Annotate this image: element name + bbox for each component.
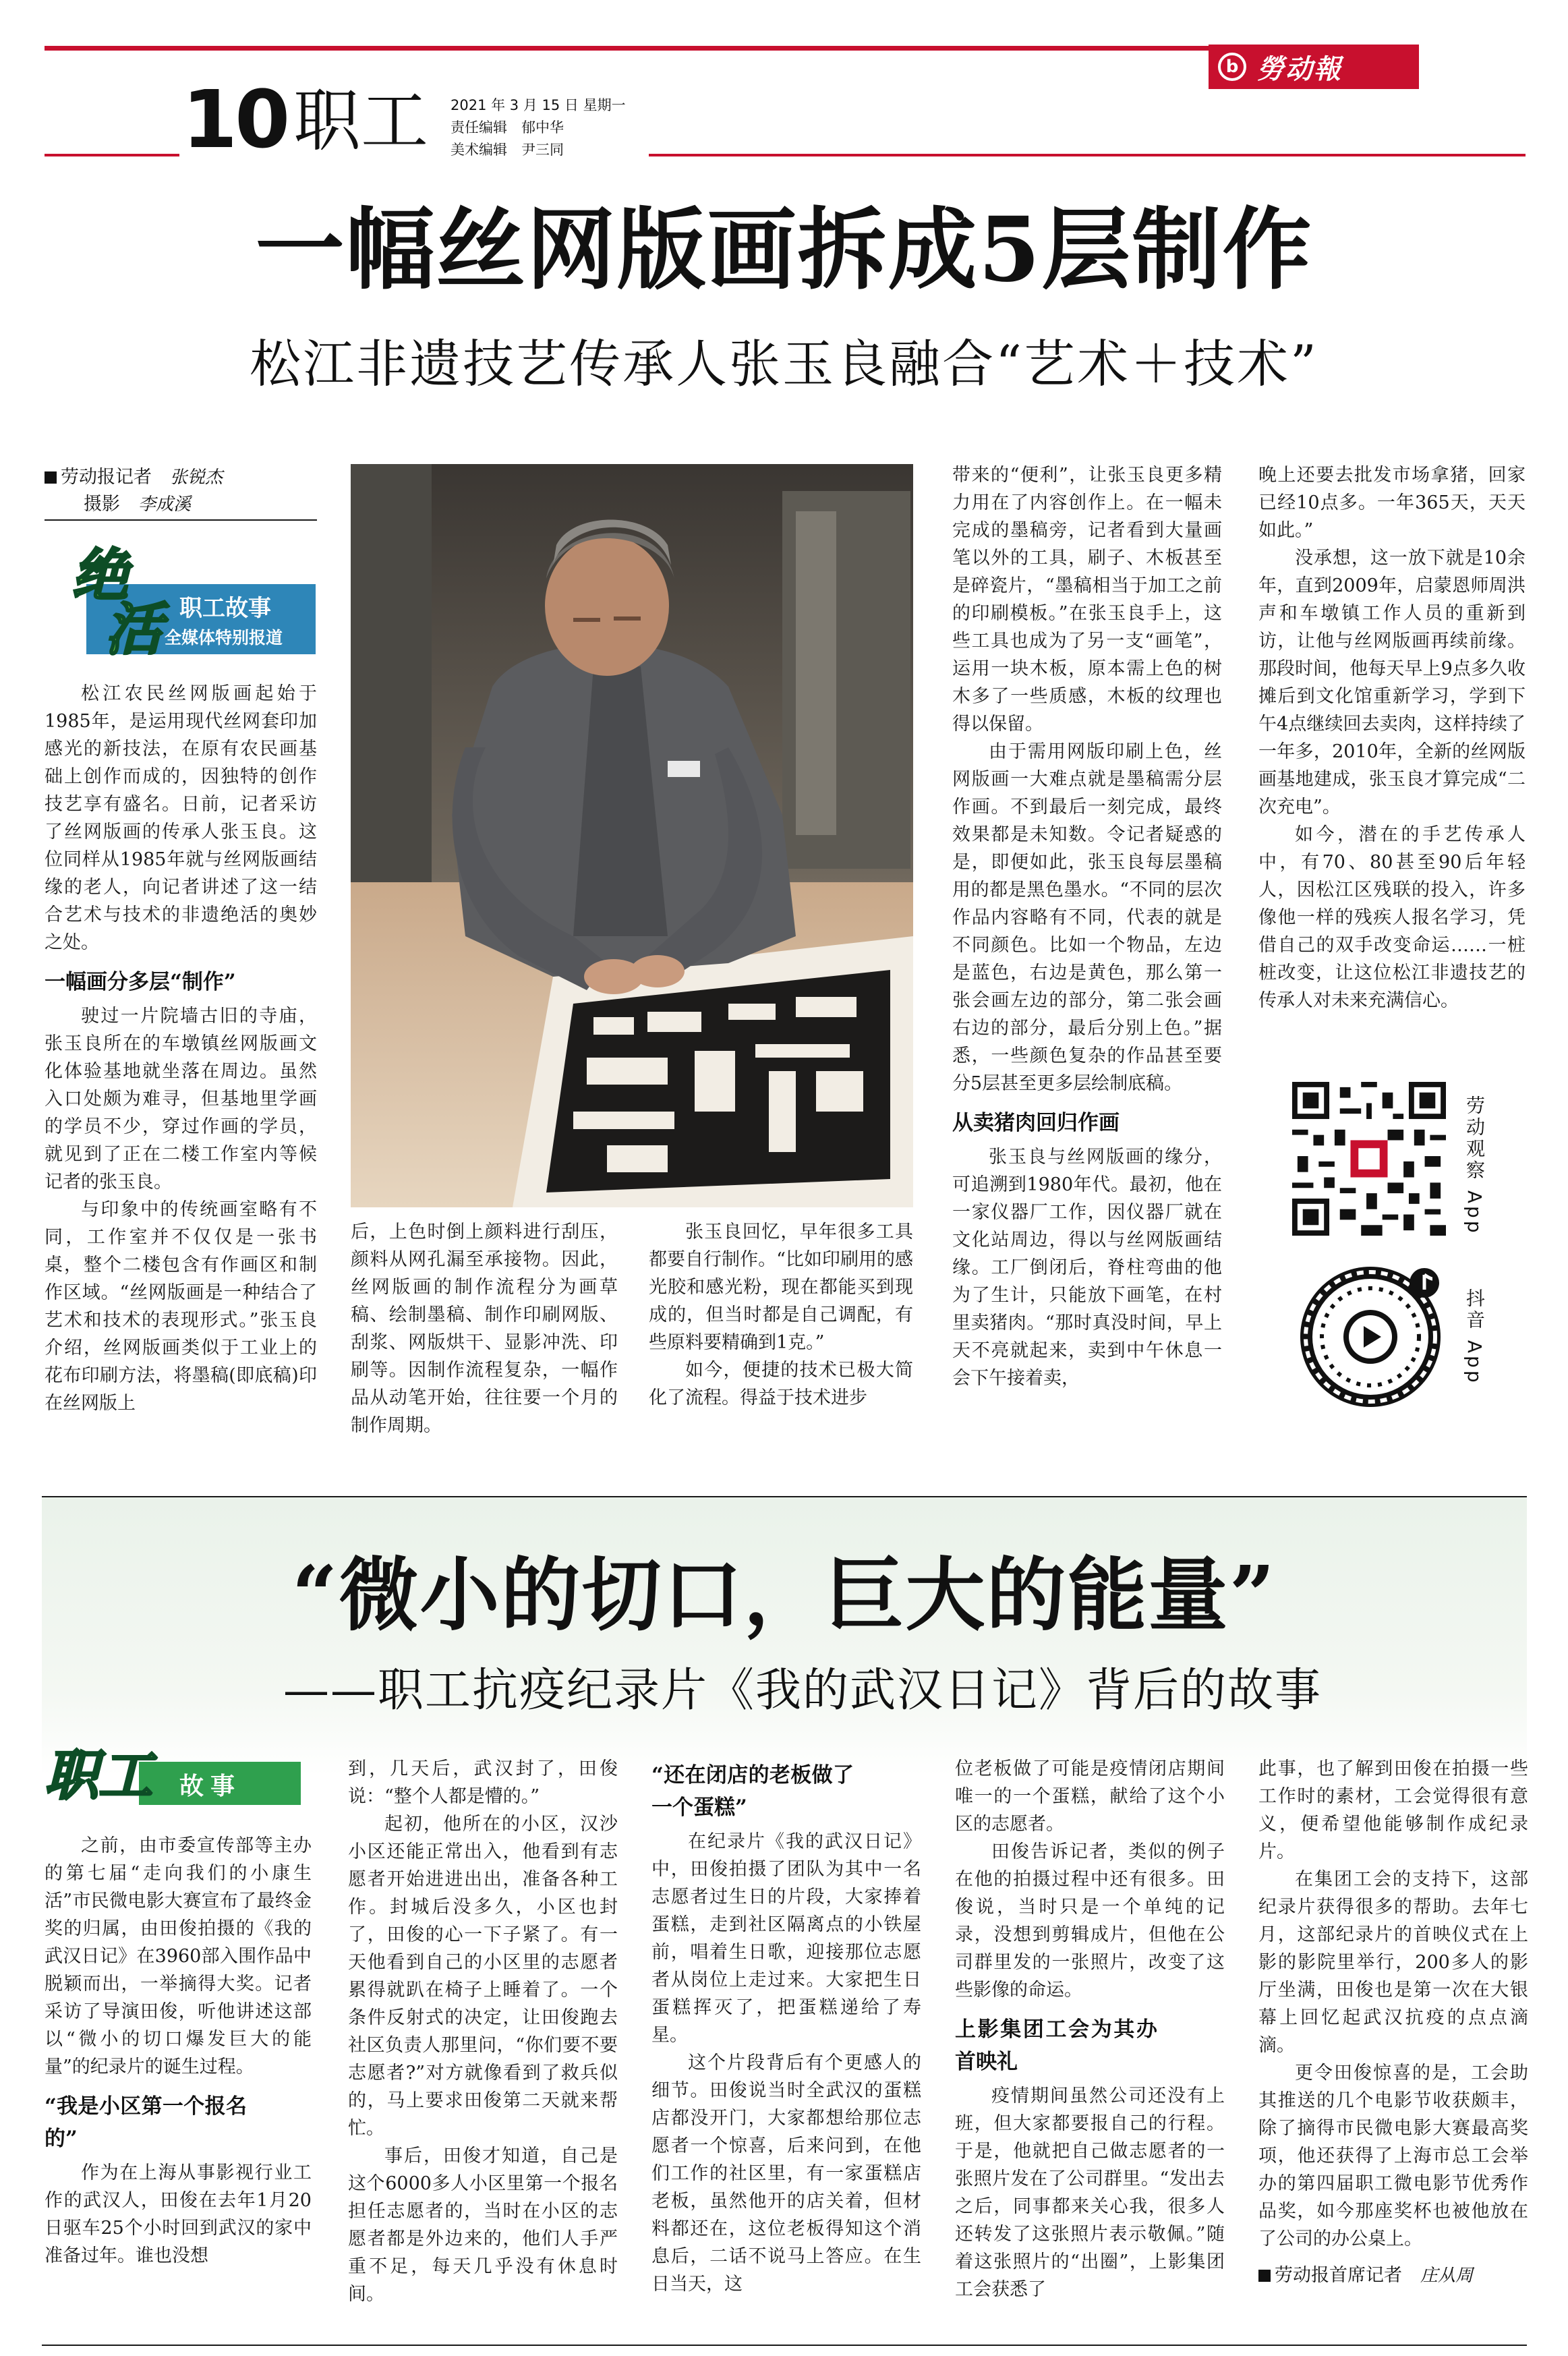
paragraph: 位老板做了可能是疫情闭店期间唯一的一个蛋糕，献给了这个小区的志愿者。 <box>955 1758 1225 1835</box>
byline-square-icon <box>1258 2270 1271 2282</box>
paragraph: 之前，由市委宣传部等主办的第七届“走向我们的小康生活”市民微电影大赛宣布了最终金奖的归属，由田俊拍摄的《我的武汉日记》在3960部入围作品中脱颖而出，一举摘得大奖。记者采访了导演田俊，听他讲述这部以“微小的切口爆发巨大的能量”的纪录片的诞生过程。 <box>45 1835 312 2077</box>
article2-badge <box>45 1744 301 1809</box>
paragraph: 张玉良与丝网版画的缘分，可追溯到1980年代。最初，他在一家仪器厂工作，因仪器厂就在文化站周边，得以与丝网版画结缘。工厂倒闭后，脊柱弯曲的他为了生计，只能放下画笔，在村里卖猪肉。“那时真没时间，早上天不亮就起来，卖到中午休息一会下午接着卖， <box>952 1147 1222 1389</box>
logo-text: 勞动報 <box>1257 53 1342 85</box>
article1-column-4 <box>952 461 1222 1392</box>
date-line: 2021 年 3 月 15 日 星期一 <box>451 97 626 113</box>
artist-photo <box>351 464 913 1207</box>
paragraph: 在集团工会的支持下，这部纪录片获得很多的帮助。去年七月，这部纪录片的首映仪式在上影的影院里举行，200多人的影厅坐满，田俊也是第一次在大银幕上回忆起武汉抗疫的点点滴滴。 <box>1258 1869 1528 2056</box>
paragraph: 没承想，这一放下就是10余年，直到2009年，启蒙恩师周洪声和车墩镇工作人员的重新到访，让他与丝网版画再续前缘。那段时间，他每天早上9点多久收摊后到文化馆重新学习，学到下午4点继续回去卖肉，这样持续了一年多，2010年，全新的丝网版画基地建成，张玉良才算完成“二次充电”。 <box>1258 548 1526 817</box>
badge-big-char-2: 活 <box>105 596 163 662</box>
page-bottom-rule <box>42 2345 1527 2346</box>
article1-column-2 <box>351 1218 618 1439</box>
douyin-qr-code[interactable] <box>1292 1259 1449 1415</box>
newspaper-logo <box>1209 45 1419 89</box>
douyin-code-icon <box>1292 1259 1449 1415</box>
feature-badge <box>45 530 317 662</box>
section-title: 职工 <box>293 82 428 161</box>
paragraph: 疫情期间虽然公司还没有上班，但大家都要报自己的行程。于是，他就把自己做志愿者的一张照片发在了公司群里。“发出去之后，同事都来关心我，很多人还转发了这张照片表示敬佩。”随着这张照片的“出圈”，上影集团工会获悉了 <box>955 2086 1225 2300</box>
article2-column-1 <box>45 1832 312 2270</box>
paragraph: 到，几天后，武汉封了，田俊说：“整个人都是懵的。” <box>348 1758 618 1807</box>
paragraph: 如今，便捷的技术已极大简化了流程。得益于技术进步 <box>649 1360 913 1408</box>
artist-at-work-image <box>351 464 913 1207</box>
article2-subtitle: ——职工抗疫纪录片《我的武汉日记》背后的故事 <box>283 1664 1323 1717</box>
logo-mark-icon: b <box>1218 53 1246 81</box>
paragraph: 张玉良回忆，早年很多工具都要自行制作。“比如印刷用的感光胶和感光粉，现在都能买到现成的，但当时都是自己调配，有些原料要精确到1克。” <box>649 1222 913 1353</box>
badge-title: 职工故事 <box>179 595 271 622</box>
paragraph: 田俊告诉记者，类似的例子在他的拍摄过程中还有很多。田俊说，当时只是一个单纯的记录，没想到剪辑成片，但他在公司群里发的一张照片，改变了这些影像的命运。 <box>955 1841 1225 2001</box>
header-left-rule <box>45 154 179 156</box>
article1-column-5 <box>1258 461 1526 1014</box>
article2-heading-2: “还在闭店的老板做了一个蛋糕” <box>651 1763 854 1820</box>
paragraph: 事后，田俊才知道，自己是这个6000多人小区里第一个报名担任志愿者的，当时在小区的志愿者都是外边来的，他们人手严重不足，每天几乎没有休息时间。 <box>348 2146 618 2305</box>
article1-intro: 松江农民丝网版画起始于1985年，是运用现代丝网套印加感光的新技法，在原有农民画基础上创作而成的，因独特的创作技艺享有盛名。日前，记者采访了丝网版画的传承人张玉良。这位同样从1985年就与丝网版画结缘的老人，向记者讲述了这一结合艺术与技术的非遗绝活的奥妙之处。 <box>45 683 317 953</box>
badge-big-char-1: 绝 <box>71 542 129 608</box>
paragraph: 后，上色时倒上颜料进行刮压，颜料从网孔漏至承接物。因此，丝网版画的制作流程分为画草稿、绘制墨稿、制作印刷网版、刮浆、网版烘干、显影冲洗、印刷等。因制作流程复杂，一幅作品从动笔开始，往往要一个月的制作周期。 <box>351 1222 618 1436</box>
paragraph: 晚上还要去批发市场拿猪，回家已经10点多。一年365天，天天如此。” <box>1258 465 1526 541</box>
paragraph: 带来的“便利”，让张玉良更多精力用在了内容创作上。在一幅未完成的墨稿旁，记者看到大量画笔以外的工具，刷子、木板甚至是碎瓷片，“墨稿相当于加工之前的印刷模板。”在张玉良手上，这些工具也成为了另一支“画笔”，运用一块木板，原本需上色的树木多了一些质感，木板的纹理也得以保留。 <box>952 465 1222 735</box>
badge-subtitle: 全媒体特别报道 <box>165 628 283 648</box>
paragraph: 此事，也了解到田俊在拍摄一些工作时的素材，工会觉得很有意义，便希望他能够制作成纪录片。 <box>1258 1758 1528 1862</box>
page-number: 10 <box>182 73 288 166</box>
editor-line: 责任编辑 郁中华 <box>451 119 564 136</box>
article1-title: 一幅丝网版画拆成5层制作 <box>255 198 1313 302</box>
byline-rule <box>45 519 317 521</box>
article2-column-4 <box>955 1755 1225 2303</box>
badge-text: 故事 <box>179 1773 242 1800</box>
article2-column-5 <box>1258 1755 1528 2289</box>
article1-column-3 <box>649 1218 913 1412</box>
article2-title: “微小的切口，巨大的能量” <box>291 1548 1277 1642</box>
article1-heading-2: 从卖猪肉回归作画 <box>952 1111 1120 1135</box>
article2-heading-1: “我是小区第一个报名的” <box>45 2094 247 2151</box>
qr-code-icon <box>1292 1082 1446 1236</box>
header-meta <box>451 94 626 161</box>
header-top-rule <box>45 46 1209 51</box>
paragraph: 与印象中的传统画室略有不同，工作室并不仅仅是一张书桌，整个二楼包含有作画区和制作区域。“丝网版画是一种结合了艺术和技术的表现形式。”张玉良介绍，丝网版画类似于工业上的花布印刷方法，将墨稿(即底稿)印在丝网版上 <box>45 1199 317 1414</box>
article1-subtitle: 松江非遗技艺传承人张玉良融合“艺术＋技术” <box>250 334 1318 394</box>
article2-byline: 劳动报首席记者 庄从周 <box>1258 2262 1528 2289</box>
paragraph: 作为在上海从事影视行业工作的武汉人，田俊在去年1月20日驱车25个小时回到武汉的家中准备过年。谁也没想 <box>45 2162 312 2266</box>
article2-column-3 <box>651 1759 921 2298</box>
paragraph: 驶过一片院墙古旧的寺庙，张玉良所在的车墩镇丝网版画文化体验基地就坐落在周边。虽然入口处颇为难寻，但基地里学画的学员不少，穿过作画的学员，就见到了正在二楼工作室内等候记者的张玉良。 <box>45 1006 317 1193</box>
paragraph: 在纪录片《我的武汉日记》中，田俊拍摄了团队为其中一名志愿者过生日的片段，大家捧着蛋糕，走到社区隔离点的小铁屋前，唱着生日歌，迎接那位志愿者从岗位上走过来。大家把生日蛋糕挥灭了，把蛋糕递给了寿星。 <box>651 1831 921 2046</box>
header-bottom-rule <box>649 154 1526 156</box>
article1-byline: 劳动报记者 张锐杰 摄影 李成溪 <box>45 464 223 518</box>
paragraph: 起初，他所在的小区，汉沙小区还能正常出入，他看到有志愿者开始进进出出，准备各种工作。封城后没多久，小区也封了，田俊的心一下子紧了。有一天他看到自己的小区里的志愿者累得就趴在椅子上睡着了。一个条件反射式的决定，让田俊跑去社区负责人那里问，“你们要不要志愿者?”对方就像看到了救兵似的，马上要求田俊第二天就来帮忙。 <box>348 1814 618 2139</box>
article2-heading-3: 上影集团工会为其办首映礼 <box>955 2017 1157 2074</box>
article1-column-1 <box>45 680 317 1417</box>
app-qr-code[interactable] <box>1292 1082 1446 1236</box>
article1-heading-1: 一幅画分多层“制作” <box>45 970 236 994</box>
art-editor-line: 美术编辑 尹三同 <box>451 142 564 158</box>
paragraph: 如今，潜在的手艺传承人中，有70、80甚至90后年轻人，因松江区残联的投入，许多像他一样的残疾人报名学习，凭借自己的双手改变命运……一桩桩改变，让这位松江非遗技艺的传承人对未来充满信心。 <box>1258 824 1526 1011</box>
app-label-2: 抖音 App <box>1463 1288 1486 1385</box>
paragraph: 更令田俊惊喜的是，工会助其推送的几个电影节收获颇丰，除了摘得市民微电影大赛最高奖项，他还获得了上海市总工会举办的第四届职工微电影节优秀作品奖，如今那座奖杯也被他放在了公司的办公桌上。 <box>1258 2063 1528 2249</box>
app-label-1: 劳动观察 App <box>1463 1095 1486 1236</box>
badge-big-text: 职工 <box>45 1744 152 1807</box>
paragraph: 由于需用网版印刷上色，丝网版画一大难点就是墨稿需分层作画。不到最后一刻完成，最终效果都是未知数。令记者疑惑的是，即便如此，张玉良每层墨稿用的都是黑色墨水。“不同的层次作品内容略有不同，代表的就是不同颜色。比如一个物品，左边是蓝色，右边是黄色，那么第一张会画左边的部分，第二张会画右边的部分，最后分别上色。”据悉，一些颜色复杂的作品甚至要分5层甚至更多层绘制底稿。 <box>952 741 1222 1094</box>
article2-column-2 <box>348 1755 618 2308</box>
paragraph: 这个片段背后有个更感人的细节。田俊说当时全武汉的蛋糕店都没开门，大家都想给那位志愿者一个惊喜，后来问到，在他们工作的社区里，有一家蛋糕店老板，虽然他开的店关着，但材料都还在，这位老板得知这个消息后，二话不说马上答应。在生日当天，这 <box>651 2052 921 2295</box>
byline-square-icon <box>45 471 57 484</box>
